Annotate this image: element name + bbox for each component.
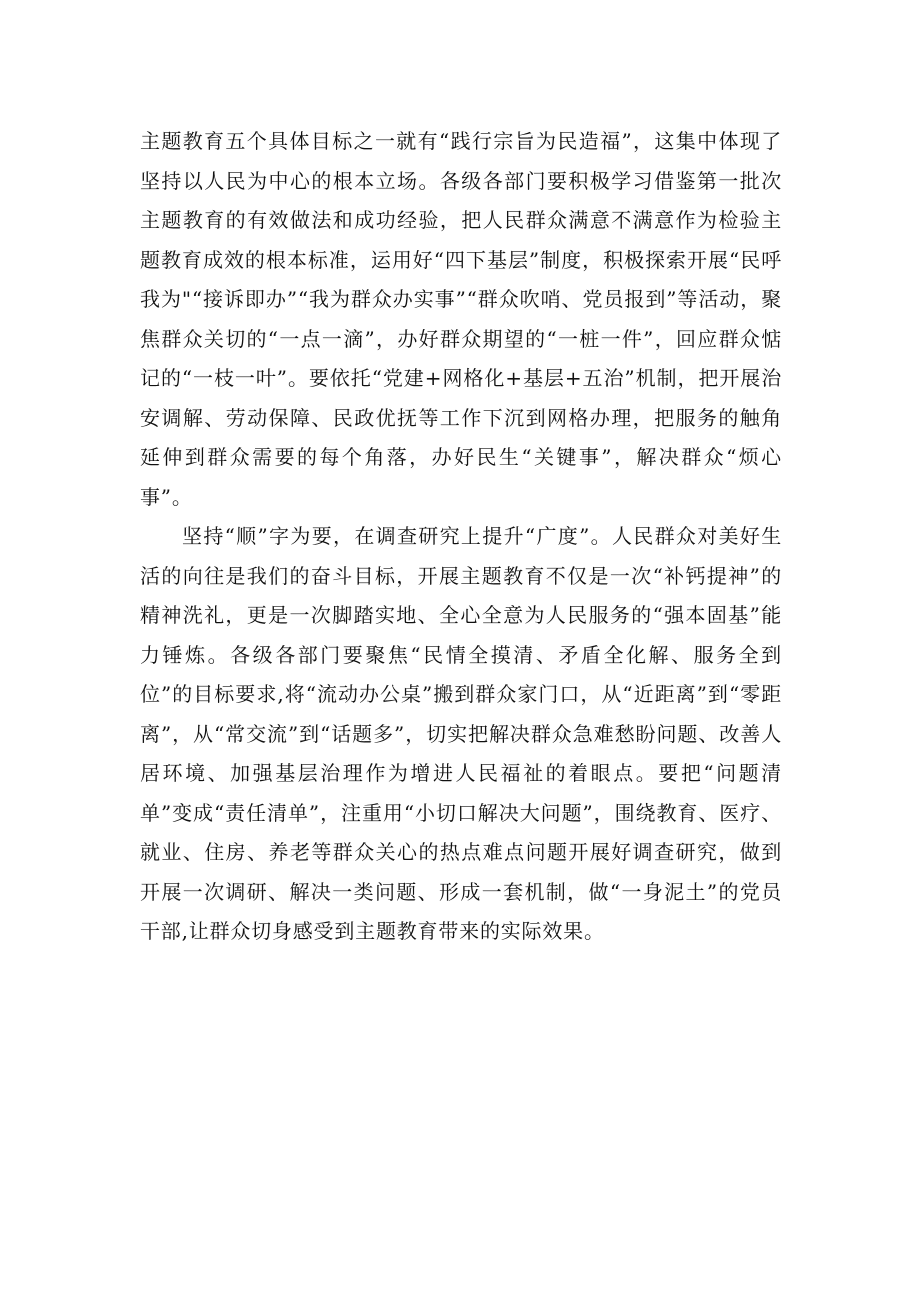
paragraph-2: 坚持“顺”字为要，在调查研究上提升“广度”。人民群众对美好生活的向往是我们的奋斗目标，开展主题教育不仅是一次“补钙提神”的精神洗礼，更是一次脚踏实地、全心全意为人民服务的“强本固基”能力锤炼。各级各部门要聚焦“民情全摸清、矛盾全化解、服务全到位”的目标要求,将“流动办公桌”搬到群众家门口，从“近距离”到“零距离”，从“常交流”到“话题多”，切实把解决群众急难愁盼问题、改善人居环境、加强基层治理作为增进人民福祉的着眼点。要把“问题清单”变成“责任清单”，注重用“小切口解决大问题”，围绕教育、医疗、就业、住房、养老等群众关心的热点难点问题开展好调查研究，做到开展一次调研、解决一类问题、形成一套机制，做“一身泥土”的党员干部,让群众切身感受到主题教育带来的实际效果。	[140, 524, 782, 943]
document-body	[140, 122, 782, 952]
paragraph-1: 主题教育五个具体目标之一就有“践行宗旨为民造福”，这集中体现了坚持以人民为中心的根本立场。各级各部门要积极学习借鉴第一批次主题教育的有效做法和成功经验，把人民群众满意不满意作为检验主题教育成效的根本标准，运用好“四下基层”制度，积极探索开展“民呼我为"“接诉即办”“我为群众办实事”“群众吹哨、党员报到”等活动，聚焦群众关切的“一点一滴”，办好群众期望的“一桩一件”，回应群众惦记的“一枝一叶”。要依托“党建+网格化+基层+五治”机制，把开展治安调解、劳动保障、民政优抚等工作下沉到网格办理，把服务的触角延伸到群众需要的每个角落，办好民生“关键事”，解决群众“烦心事”。	[140, 129, 782, 509]
